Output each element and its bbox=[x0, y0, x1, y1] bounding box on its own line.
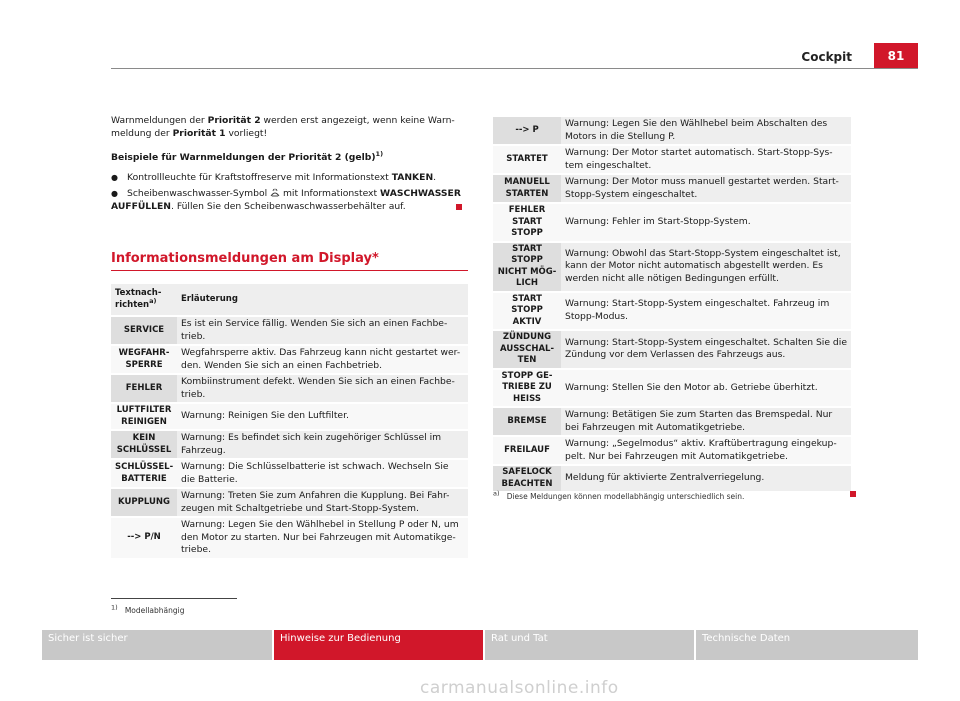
message-key: SERVICE bbox=[123, 324, 165, 335]
message-key: SCHLÜSSEL- bbox=[115, 462, 174, 472]
message-key-cell bbox=[493, 146, 561, 173]
message-description: Warnung: Der Motor startet automatisch. Start-Stopp-Sys-tem eingeschaltet. bbox=[561, 146, 851, 173]
message-key: REINIGEN bbox=[121, 416, 167, 427]
nav-tab-technische-daten[interactable]: Technische Daten bbox=[696, 630, 918, 660]
message-key: START STOPP bbox=[511, 216, 543, 238]
table-row bbox=[493, 146, 851, 173]
table-header-row bbox=[111, 284, 468, 315]
message-key: SAFELOCK bbox=[502, 467, 552, 477]
message-key-cell bbox=[493, 466, 561, 491]
message-description: Wegfahrsperre aktiv. Das Fahrzeug kann nicht gestartet wer-den. Wenden Sie sich an einen Fachbetrieb. bbox=[177, 346, 468, 373]
intro-text: Warnmeldungen der bbox=[111, 115, 208, 126]
examples-heading-text: Beispiele für Warnmeldungen der Priorität 2 (gelb) bbox=[111, 152, 376, 163]
message-key-cell bbox=[111, 518, 177, 558]
message-key-cell bbox=[493, 331, 561, 368]
page-header-title: Cockpit bbox=[801, 50, 852, 64]
message-description: Warnung: Der Motor muss manuell gestartet werden. Start-Stopp-System eingeschaltet. bbox=[561, 175, 851, 202]
nav-tab-rat-und-tat[interactable]: Rat und Tat bbox=[485, 630, 694, 660]
message-description: Warnung: Treten Sie zum Anfahren die Kupplung. Bei Fahr-zeugen mit Schaltgetriebe und Start-Stopp-System. bbox=[177, 489, 468, 516]
message-key: ZÜNDUNG bbox=[502, 332, 552, 342]
intro-paragraph bbox=[111, 114, 466, 140]
message-key-cell bbox=[493, 175, 561, 202]
footnote-mark: 1) bbox=[111, 603, 118, 612]
table-row bbox=[493, 370, 851, 407]
bullet-icon: ● bbox=[111, 173, 118, 182]
bullet-text-bold: TANKEN bbox=[391, 172, 434, 183]
table-row bbox=[493, 243, 851, 291]
end-marker-icon bbox=[456, 204, 462, 210]
windshield-washer-icon bbox=[270, 188, 280, 197]
message-key: BREMSE bbox=[507, 415, 547, 426]
message-key: LUFTFILTER bbox=[116, 405, 172, 415]
watermark: carmanualsonline.info bbox=[420, 678, 619, 698]
message-key: START STOPP bbox=[511, 243, 543, 265]
message-key-cell bbox=[493, 204, 561, 241]
table-footnote bbox=[493, 489, 853, 501]
table-row bbox=[111, 460, 468, 487]
message-key-cell bbox=[493, 117, 561, 144]
table-row bbox=[493, 408, 851, 435]
message-key-cell bbox=[111, 431, 177, 458]
table-row bbox=[111, 489, 468, 516]
page-number: 81 bbox=[874, 43, 918, 68]
message-description: Es ist ein Service fällig. Wenden Sie sich an einen Fachbe-trieb. bbox=[177, 317, 468, 344]
bullet-text-bold: AUFFÜLLEN bbox=[111, 201, 171, 212]
intro-text: werden erst angezeigt, wenn keine Warn- bbox=[260, 115, 455, 126]
message-description: Warnung: Legen Sie den Wählhebel beim Abschalten des Motors in die Stellung P. bbox=[561, 117, 851, 144]
intro-text: meldung der bbox=[111, 128, 173, 139]
examples-heading bbox=[111, 151, 466, 164]
table-row bbox=[493, 437, 851, 464]
message-key: SCHLÜSSEL bbox=[116, 444, 172, 455]
message-key: AKTIV bbox=[512, 316, 542, 327]
table-row bbox=[493, 117, 851, 144]
message-description: Kombiinstrument defekt. Wenden Sie sich an einen Fachbe-trieb. bbox=[177, 375, 468, 402]
page-footnote bbox=[111, 603, 411, 615]
message-key: START STOPP bbox=[511, 293, 543, 315]
intro-line-2 bbox=[111, 127, 466, 140]
message-key: NICHT MÖG- bbox=[497, 266, 557, 277]
table-row bbox=[493, 466, 851, 491]
message-description: Warnung: Legen Sie den Wählhebel in Stellung P oder N, um den Motor zu starten. Nur bei Fahrzeugen mit Automatikge-triebe. bbox=[177, 518, 468, 558]
bullet-text-part: Kontrollleuchte für Kraftstoffreserve mit Informationstext bbox=[127, 172, 392, 183]
bullet-item bbox=[111, 187, 466, 213]
footnote-ref[interactable]: 1) bbox=[375, 149, 384, 158]
table-row bbox=[111, 346, 468, 373]
column-header-key bbox=[111, 284, 177, 315]
bullet-text bbox=[127, 171, 436, 184]
bullet-text-part: Scheibenwaschwasser-Symbol bbox=[127, 188, 271, 199]
message-key-cell bbox=[111, 460, 177, 487]
column-header-value: Erläuterung bbox=[177, 284, 468, 315]
bullet-line bbox=[111, 200, 466, 213]
message-key: TEN bbox=[517, 355, 537, 365]
intro-bold: Priorität 1 bbox=[172, 128, 226, 139]
message-key: KUPPLUNG bbox=[118, 496, 170, 507]
message-key: FEHLER bbox=[508, 205, 546, 215]
header-text: richten bbox=[115, 299, 150, 310]
messages-table-right bbox=[493, 115, 851, 493]
intro-bold: Priorität 2 bbox=[207, 115, 261, 126]
message-key-cell bbox=[493, 243, 561, 291]
message-key: --> P/N bbox=[127, 532, 161, 542]
message-key-cell bbox=[493, 370, 561, 407]
message-description: Warnung: „Segelmodus“ aktiv. Kraftübertragung eingekup-pelt. Nur bei Fahrzeugen mit Automatikgetriebe. bbox=[561, 437, 851, 464]
message-key-cell bbox=[493, 437, 561, 464]
bullet-icon: ● bbox=[111, 189, 118, 198]
table bbox=[111, 282, 468, 560]
messages-table-left bbox=[111, 282, 468, 560]
table-row bbox=[493, 175, 851, 202]
footnote-ref[interactable]: a) bbox=[149, 296, 157, 305]
message-key: MANUELL bbox=[504, 177, 550, 187]
message-key-cell bbox=[111, 317, 177, 344]
section-title: Informationsmeldungen am Display* bbox=[111, 251, 379, 266]
footnote-text: Diese Meldungen können modellabhängig unterschiedlich sein. bbox=[506, 492, 745, 501]
table-row bbox=[493, 331, 851, 368]
table bbox=[493, 115, 851, 493]
message-key: STARTET bbox=[506, 153, 548, 164]
footnote-rule bbox=[111, 598, 237, 599]
message-key: SPERRE bbox=[125, 359, 163, 370]
message-key: TRIEBE ZU bbox=[502, 382, 552, 392]
message-description: Meldung für aktivierte Zentralverriegelung. bbox=[561, 466, 851, 491]
message-key: LICH bbox=[516, 278, 538, 288]
message-key-cell bbox=[493, 408, 561, 435]
message-description: Warnung: Die Schlüsselbatterie ist schwach. Wechseln Sie die Batterie. bbox=[177, 460, 468, 487]
bullet-text-part: mit Informationstext bbox=[280, 188, 381, 199]
message-description: Warnung: Start-Stopp-System eingeschaltet. Schalten Sie die Zündung vor dem Verlassen des Fahrzeugs aus. bbox=[561, 331, 851, 368]
message-key: WEGFAHR- bbox=[118, 348, 170, 358]
table-row bbox=[111, 431, 468, 458]
header-text: Textnach- bbox=[115, 288, 162, 298]
table-row bbox=[111, 404, 468, 429]
message-key: AUSSCHAL- bbox=[500, 343, 554, 354]
message-description: Warnung: Betätigen Sie zum Starten das Bremspedal. Nur bei Fahrzeugen mit Automatikgetriebe. bbox=[561, 408, 851, 435]
nav-tab-hinweise-zur-bedienung[interactable]: Hinweise zur Bedienung bbox=[274, 630, 483, 660]
message-key-cell bbox=[111, 346, 177, 373]
table-row bbox=[111, 317, 468, 344]
message-description: Warnung: Obwohl das Start-Stopp-System eingeschaltet ist, kann der Motor nicht automatisch abgestellt werden. Es werden nicht alle nötigen Bedingungen erfüllt. bbox=[561, 243, 851, 291]
intro-text: vorliegt! bbox=[225, 128, 268, 139]
message-key-cell bbox=[111, 375, 177, 402]
message-description: Warnung: Fehler im Start-Stopp-System. bbox=[561, 204, 851, 241]
message-key-cell bbox=[111, 489, 177, 516]
message-key: STARTEN bbox=[505, 188, 549, 199]
bullet-item bbox=[111, 171, 466, 184]
bullet-text-bold: WASCHWASSER bbox=[380, 188, 461, 199]
message-key: FREILAUF bbox=[504, 444, 550, 455]
message-key: BATTERIE bbox=[121, 473, 167, 484]
message-key: STOPP GE- bbox=[501, 370, 553, 381]
message-description: Warnung: Start-Stopp-System eingeschaltet. Fahrzeug im Stopp-Modus. bbox=[561, 293, 851, 330]
header-rule bbox=[111, 68, 918, 69]
message-key: KEIN bbox=[132, 433, 156, 443]
message-key: HEISS bbox=[513, 393, 541, 404]
intro-line-1 bbox=[111, 114, 466, 127]
table-row bbox=[111, 375, 468, 402]
message-key: BEACHTEN bbox=[501, 478, 553, 489]
message-description: Warnung: Reinigen Sie den Luftfilter. bbox=[177, 404, 468, 429]
message-description: Warnung: Es befindet sich kein zugehöriger Schlüssel im Fahrzeug. bbox=[177, 431, 468, 458]
message-description: Warnung: Stellen Sie den Motor ab. Getriebe überhitzt. bbox=[561, 370, 851, 407]
nav-tab-sicher-ist-sicher[interactable]: Sicher ist sicher bbox=[42, 630, 272, 660]
footnote-text: Modellabhängig bbox=[124, 606, 185, 615]
table-row bbox=[111, 518, 468, 558]
message-key-cell bbox=[493, 293, 561, 330]
footnote-mark: a) bbox=[493, 489, 500, 498]
message-key: FEHLER bbox=[125, 382, 163, 393]
bullet-line bbox=[111, 187, 466, 200]
message-key-cell bbox=[111, 404, 177, 429]
table-row bbox=[493, 204, 851, 241]
bullet-text-part: . bbox=[433, 172, 437, 183]
bullet-text-part: . Füllen Sie den Scheibenwaschwasserbehälter auf. bbox=[170, 201, 406, 212]
table-row bbox=[493, 293, 851, 330]
section-rule bbox=[111, 270, 468, 271]
bullet-text bbox=[127, 187, 461, 200]
message-key: --> P bbox=[515, 124, 539, 135]
